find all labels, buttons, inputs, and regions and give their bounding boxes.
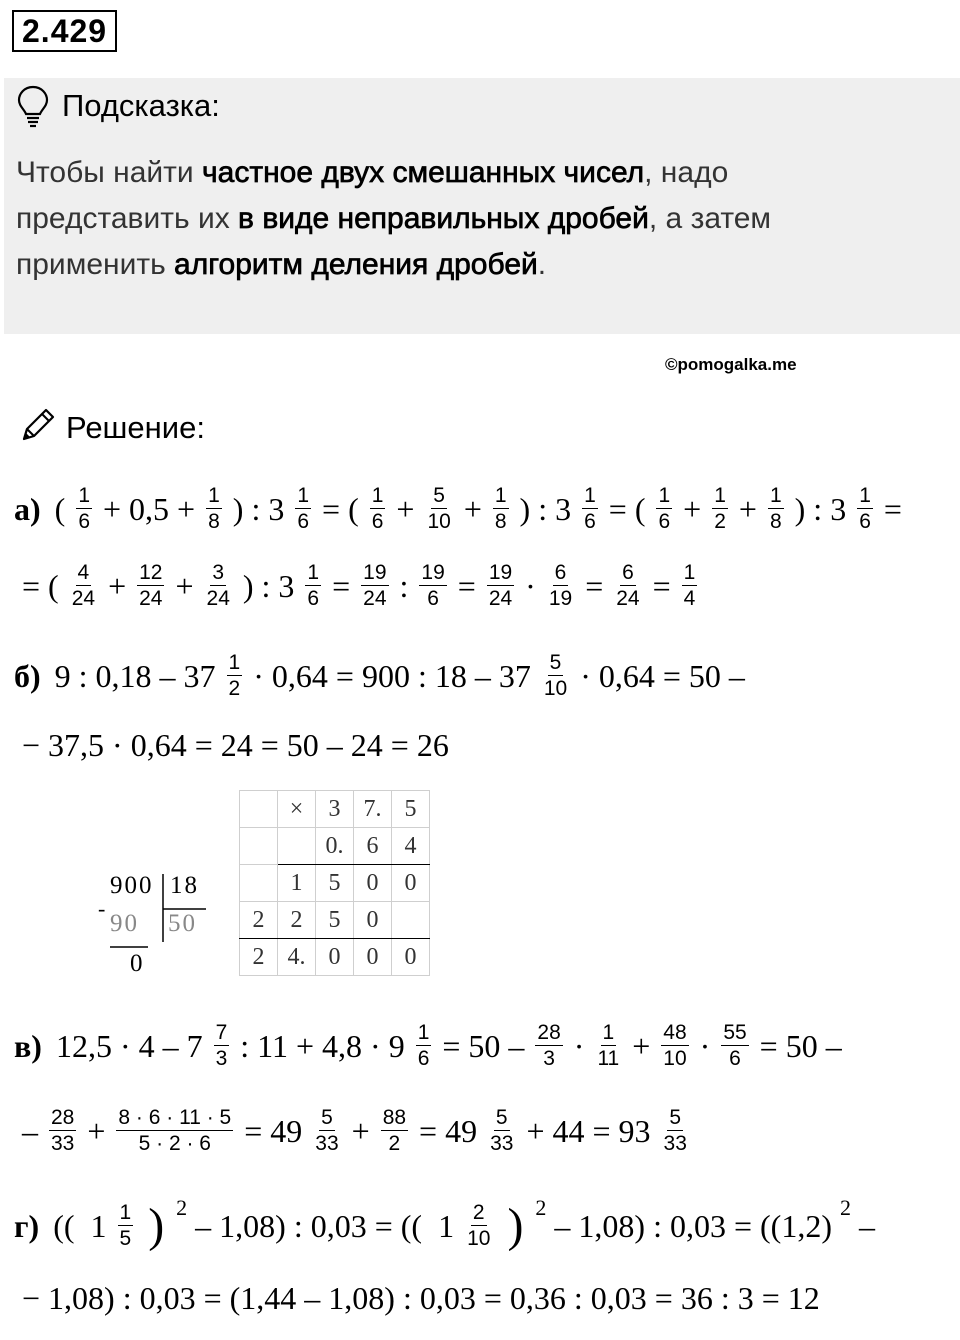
numerator: 1 (228, 651, 241, 674)
grid-cell: 2 (240, 902, 278, 939)
fraction (487, 560, 514, 611)
grid-cell: 5 (392, 791, 430, 828)
fraction (214, 1020, 230, 1071)
fraction (857, 483, 873, 534)
numerator: 1 (769, 484, 782, 507)
numerator: 28 (537, 1021, 561, 1044)
denominator: 24 (616, 587, 640, 610)
numerator: 5 (669, 1106, 682, 1129)
expr-text: – (14, 1112, 46, 1149)
lightbulb-icon (16, 84, 50, 133)
denominator: 10 (663, 1047, 687, 1070)
division-lines (96, 868, 216, 988)
fraction (425, 483, 452, 534)
fraction (547, 560, 574, 611)
solution-line-a2 (14, 560, 700, 611)
numerator: 7 (215, 1021, 228, 1044)
expr-text: = ( (14, 567, 67, 604)
expr-text: + (100, 567, 135, 604)
denominator: 6 (427, 587, 439, 610)
solution-title: Решение: (66, 410, 205, 445)
expr-text: – 1,08) : 0,03 = ((1,2) (546, 1207, 840, 1244)
hint-text-part: , а затем (648, 202, 772, 235)
solution-line-g1 (14, 1194, 883, 1252)
fraction (381, 1105, 408, 1156)
hint-text-part: , надо (644, 156, 729, 189)
grid-row (240, 939, 430, 976)
expr-text: + (79, 1112, 114, 1149)
expr-text: ) : 3 (224, 490, 293, 527)
fraction (662, 1105, 689, 1156)
grid-cell: 0 (354, 939, 392, 976)
denominator: 8 (208, 510, 220, 533)
pencil-icon (18, 405, 58, 450)
denominator: 6 (584, 510, 596, 533)
part-label: б) (14, 657, 41, 694)
numerator: 1 (371, 484, 384, 507)
grid-cell: 5 (316, 902, 354, 939)
fraction (614, 560, 641, 611)
long-division (96, 868, 216, 988)
quotient: 50 (168, 910, 197, 937)
denominator: 8 (769, 510, 782, 533)
numerator: 1 (417, 1021, 430, 1044)
fraction (118, 1200, 134, 1251)
exponent: 2 (535, 1194, 547, 1220)
numerator: 1 (714, 484, 726, 507)
solution-line-b2 (14, 725, 457, 765)
expr-text: · (517, 567, 544, 604)
solution-line-g2 (14, 1278, 828, 1318)
grid-cell: 0 (392, 865, 430, 902)
expr-text: = (644, 567, 679, 604)
fraction (361, 560, 388, 611)
expr-text: + (343, 1112, 378, 1149)
hint-text (16, 150, 916, 288)
expr-text: : (391, 567, 417, 604)
grid-cell: 0 (392, 939, 430, 976)
expr-text: + (730, 490, 765, 527)
solution-line-b1 (14, 650, 753, 701)
expr-text: + (167, 567, 202, 604)
numerator: 2 (472, 1201, 485, 1224)
numerator: 1 (683, 561, 696, 584)
numerator: 12 (139, 561, 163, 584)
grid-cell: 5 (316, 865, 354, 902)
numerator: 88 (382, 1106, 407, 1129)
numerator: 4 (77, 561, 90, 584)
fraction (416, 1020, 432, 1071)
expr-text: : 11 + 4,8 · 9 (232, 1027, 413, 1064)
denominator: 3 (543, 1047, 555, 1070)
denominator: 6 (859, 510, 871, 533)
denominator: 33 (51, 1132, 75, 1155)
grid-cell: 7. (354, 791, 392, 828)
fraction (542, 650, 569, 701)
fraction (721, 1020, 748, 1071)
fraction (595, 1020, 621, 1071)
grid-cell: 2 (278, 902, 316, 939)
numerator: 6 (622, 561, 634, 584)
exponent: 2 (176, 1194, 188, 1220)
grid-cell: 0 (316, 939, 354, 976)
expr-text: = (324, 567, 359, 604)
fraction (535, 1020, 562, 1071)
solution-line-v2 (14, 1105, 692, 1156)
hint-title: Подсказка: (62, 88, 220, 123)
expr-text: = 50 – (434, 1027, 533, 1064)
grid-cell: × (278, 791, 316, 828)
numerator: 5 (549, 651, 562, 674)
numerator: 1 (584, 484, 596, 507)
hint-emphasis: частное двух смешанных чисел (202, 156, 645, 189)
expr-text: 12,5 · 4 – 7 (47, 1027, 211, 1064)
grid-cell (278, 828, 316, 865)
expr-text: − 1,08) : 0,03 = (1,44 – 1,08) : 0,03 = 0,36 : 0,03 = 36 : 3 = 12 (14, 1280, 828, 1316)
grid-row (240, 902, 430, 939)
grid-row (240, 791, 430, 828)
fraction (465, 1200, 492, 1251)
hint-line-2 (16, 196, 916, 242)
fraction (49, 1105, 76, 1156)
numerator: 5 (433, 484, 445, 507)
expr-text: = 49 (236, 1112, 311, 1149)
fraction (295, 483, 311, 534)
denominator: 10 (543, 677, 568, 700)
expr-text: ) : 3 (234, 567, 303, 604)
numerator: 19 (363, 561, 387, 584)
expr-text: ) : 3 (786, 490, 855, 527)
fraction (205, 560, 232, 611)
denominator: 6 (729, 1047, 741, 1070)
multiplication-grid (239, 790, 430, 976)
expr-text: 1 (82, 1207, 115, 1244)
numerator: 6 (554, 561, 567, 584)
fraction (313, 1105, 340, 1156)
hint-emphasis: в виде неправильных дробей (238, 202, 649, 235)
fraction (370, 483, 386, 534)
hint-emphasis: алгоритм деления дробей (174, 248, 538, 281)
denominator: 2 (228, 677, 241, 700)
expr-text: ) (495, 1198, 536, 1252)
hint-text-part: . (537, 248, 547, 281)
fraction (661, 1020, 688, 1071)
hint-line-1 (16, 150, 916, 196)
expr-text: 1 (430, 1207, 463, 1244)
denominator: 3 (215, 1047, 228, 1070)
numerator: 1 (119, 1201, 132, 1224)
expr-text: = 49 (411, 1112, 486, 1149)
fraction (656, 483, 672, 534)
numerator: 55 (723, 1021, 747, 1044)
subtract-sign: - (98, 896, 108, 921)
expr-text: = 50 – (751, 1027, 850, 1064)
denominator: 19 (548, 587, 573, 610)
part-label: а) (14, 490, 41, 527)
fraction (137, 560, 164, 611)
fraction (116, 1105, 233, 1156)
expr-text: + 0,5 + (95, 490, 204, 527)
expr-text: + 44 = 93 (518, 1112, 659, 1149)
fraction (582, 483, 598, 534)
grid-cell: 1 (278, 865, 316, 902)
fraction (488, 1105, 515, 1156)
fraction (305, 560, 321, 611)
denominator: 6 (658, 510, 671, 533)
problem-number: 2.429 (12, 10, 117, 52)
denominator: 10 (427, 510, 451, 533)
denominator: 33 (315, 1132, 339, 1155)
numerator: 1 (307, 561, 320, 584)
denominator: 5 · 2 · 6 (138, 1132, 211, 1155)
fraction (419, 560, 446, 611)
grid-cell (240, 865, 278, 902)
expr-text: = (449, 567, 484, 604)
denominator: 5 (119, 1227, 132, 1250)
expr-text: = (577, 567, 612, 604)
fraction (227, 650, 243, 701)
denominator: 33 (490, 1132, 514, 1155)
denominator: 24 (488, 587, 513, 610)
denominator: 11 (597, 1047, 620, 1070)
denominator: 24 (363, 587, 387, 610)
numerator: 1 (78, 484, 90, 507)
hint-text-part: представить их (16, 202, 239, 235)
divisor: 18 (170, 872, 199, 899)
grid-cell: 2 (240, 939, 278, 976)
expr-text: = ( (314, 490, 367, 527)
part-label: в) (14, 1027, 42, 1064)
numerator: 1 (208, 484, 220, 507)
denominator: 2 (388, 1132, 401, 1155)
expr-text: = ( (600, 490, 654, 527)
grid-cell (240, 828, 278, 865)
exponent: 2 (839, 1194, 851, 1220)
numerator: 19 (421, 561, 445, 584)
fraction (768, 483, 784, 534)
grid-cell: 0 (354, 902, 392, 939)
solution-line-a1 (14, 483, 910, 534)
subtrahend: 90 (110, 910, 139, 937)
denominator: 6 (417, 1047, 430, 1070)
numerator: 8 · 6 · 11 · 5 (118, 1106, 232, 1129)
expr-text: = (875, 490, 910, 527)
grid-cell: 4 (392, 828, 430, 865)
expr-text: · 0,64 = 50 – (572, 657, 753, 694)
denominator: 6 (297, 510, 310, 533)
expr-text: ) : 3 (511, 490, 580, 527)
denominator: 10 (467, 1227, 491, 1250)
expr-text: (( (45, 1207, 83, 1244)
hint-text-part: применить (16, 248, 175, 281)
expr-text: · (565, 1027, 593, 1064)
denominator: 4 (683, 587, 696, 610)
fraction (76, 483, 92, 534)
numerator: 5 (495, 1106, 508, 1129)
grid-cell: 0. (316, 828, 354, 865)
grid-cell (392, 902, 430, 939)
grid-cell: 3 (316, 791, 354, 828)
denominator: 24 (139, 587, 163, 610)
expr-text: + (675, 490, 710, 527)
hint-text-part: Чтобы найти (16, 156, 203, 189)
expr-text: · (691, 1027, 719, 1064)
grid-cell: 0 (354, 865, 392, 902)
numerator: 28 (51, 1106, 75, 1129)
denominator: 6 (371, 510, 384, 533)
numerator: 1 (602, 1021, 615, 1044)
fraction (493, 483, 509, 534)
numerator: 3 (212, 561, 225, 584)
expr-text: – 1,08) : 0,03 = (( (187, 1207, 431, 1244)
denominator: 24 (71, 587, 96, 610)
dividend: 900 (110, 872, 154, 899)
expr-text: – (850, 1207, 883, 1244)
copyright: ©pomogalka.me (665, 355, 797, 374)
remainder: 0 (130, 950, 145, 977)
denominator: 33 (663, 1132, 687, 1155)
fraction (70, 560, 97, 611)
denominator: 2 (714, 510, 726, 533)
grid-cell: 6 (354, 828, 392, 865)
numerator: 48 (663, 1021, 687, 1044)
fraction (712, 483, 728, 534)
fraction (682, 560, 698, 611)
fraction (206, 483, 222, 534)
expr-text: + (624, 1027, 659, 1064)
denominator: 6 (307, 587, 320, 610)
denominator: 6 (78, 510, 90, 533)
expr-text: + (388, 490, 423, 527)
solution-line-v1 (14, 1020, 850, 1071)
numerator: 1 (297, 484, 310, 507)
grid-cell (240, 791, 278, 828)
grid-row (240, 865, 430, 902)
expr-text: ) (136, 1198, 177, 1252)
grid-row (240, 828, 430, 865)
expr-text: 9 : 0,18 – 37 (46, 657, 224, 694)
grid-cell: 4. (278, 939, 316, 976)
expr-text: + (455, 490, 490, 527)
hint-line-3 (16, 242, 916, 288)
denominator: 8 (494, 510, 507, 533)
numerator: 5 (321, 1106, 333, 1129)
numerator: 1 (859, 484, 871, 507)
expr-text: · 0,64 = 900 : 18 – 37 (245, 657, 539, 694)
expr-text: ( (46, 490, 74, 527)
numerator: 19 (488, 561, 513, 584)
numerator: 1 (658, 484, 671, 507)
part-label: г) (14, 1207, 40, 1244)
expr-text: − 37,5 · 0,64 = 24 = 50 – 24 = 26 (14, 727, 457, 763)
denominator: 24 (206, 587, 230, 610)
numerator: 1 (494, 484, 507, 507)
